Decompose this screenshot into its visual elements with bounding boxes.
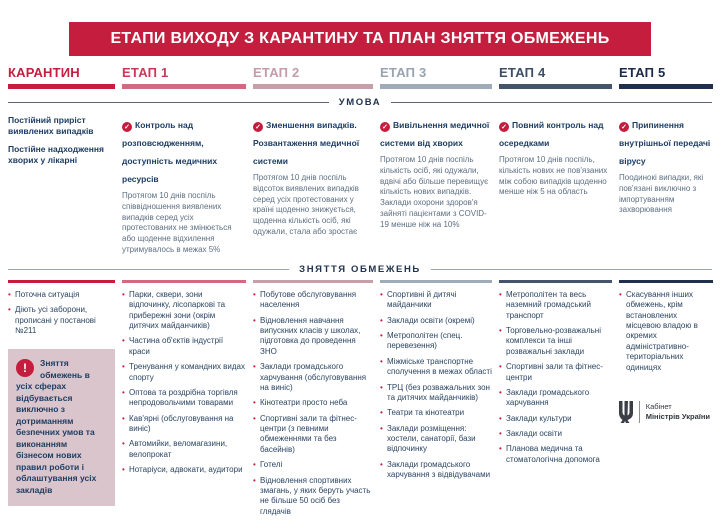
- list-item: • Поточна ситуація: [8, 290, 115, 300]
- restrictions-list: [380, 290, 492, 481]
- column-header-stage-4: [499, 65, 612, 89]
- stage-label: ЕТАП 2: [253, 65, 300, 80]
- divider-line: [8, 102, 329, 103]
- stage-label: ЕТАП 3: [380, 65, 427, 80]
- list-item: • Метрополітен та весь наземний громадський транспорт: [499, 290, 612, 321]
- condition-text: Постійний приріст виявлених випадків: [8, 115, 94, 137]
- list-item: • Спортивні й дитячі майданчики: [380, 290, 492, 311]
- restrictions-list: [122, 290, 246, 476]
- list-item: • Заклади культури: [499, 414, 612, 424]
- list-item: • Кав'ярні (обслуговування на виніс): [122, 414, 246, 435]
- column-header-stage-2: [253, 65, 373, 89]
- check-icon: ✓: [253, 122, 263, 132]
- warning-box: [8, 349, 115, 506]
- list-item: • Заклади громадського харчування: [499, 388, 612, 409]
- list-item: • Торговельно-розважальні комплекси та інші розважальні заклади: [499, 326, 612, 357]
- list-item: • Метрополітен (спец. перевезення): [380, 331, 492, 352]
- list-item: • Заклади розміщення: хостели, санаторії, бази відпочинку: [380, 424, 492, 455]
- column-header-stage-5: [619, 65, 713, 89]
- stage-label: КАРАНТИН: [8, 65, 80, 80]
- column-rule: [499, 280, 612, 283]
- column-rule: [253, 280, 373, 283]
- condition-block-stage-3: [380, 115, 492, 256]
- list-item: • Заклади громадського харчування з відвідувачами: [380, 460, 492, 481]
- title-banner: [69, 22, 651, 56]
- lifting-section-title: ЗНЯТТЯ ОБМЕЖЕНЬ: [299, 263, 421, 275]
- column-rule: [8, 280, 115, 283]
- lifting-bars-row: [8, 280, 713, 283]
- list-item: • Нотаріуси, адвокати, аудитори: [122, 465, 246, 475]
- restrictions-row: [8, 290, 713, 522]
- logo-line-2: Міністрів України: [645, 412, 710, 421]
- list-item: • Відновлення навчання випускних класів у школах, підготовка до проведення ЗНО: [253, 316, 373, 358]
- condition-body: Протягом 10 днів поспіль кількість осіб, які одужали, вдвічі або більше перевищує кількість нових випадків. Заклади охорони здоров'я зайняті пацієнтами з COVID-19 менше ніж на 10%: [380, 155, 489, 229]
- list-item: • Спортивні зали та фітнес-центри: [499, 362, 612, 383]
- exclamation-icon: !: [16, 359, 34, 377]
- stage-label: ЕТАП 5: [619, 65, 666, 80]
- condition-block-stage-2: [253, 115, 373, 256]
- condition-heading: Припинення внутрішньої передачі вірусу: [619, 120, 711, 166]
- divider-line: [8, 269, 289, 270]
- logo-divider: [639, 401, 640, 423]
- column-rule: [122, 280, 246, 283]
- list-item: • Парки, сквери, зони відпочинку, лісопаркові та прибережні зони (окрім дитячих майданчиків): [122, 290, 246, 332]
- condition-body: Протягом 10 днів поспіль відсоток виявлених випадків серед усіх протестованих у країні щоденно знижується, щоденна кількість осіб, які одужали, стала або зростає: [253, 173, 359, 236]
- list-item: • Тренування у командних видах спорту: [122, 362, 246, 383]
- list-item: • Планова медична та стоматологічна допомога: [499, 444, 612, 465]
- list-item: • Заклади громадського харчування (обслуговування на виніс): [253, 362, 373, 393]
- page-title: ЕТАПИ ВИХОДУ З КАРАНТИНУ ТА ПЛАН ЗНЯТТЯ ОБМЕЖЕНЬ: [110, 30, 610, 47]
- divider-line: [391, 102, 712, 103]
- restrictions-list: [619, 290, 713, 373]
- condition-block-quarantine: [8, 115, 115, 256]
- list-item: • Кінотеатри просто неба: [253, 398, 373, 408]
- check-icon: ✓: [380, 122, 390, 132]
- list-item: • Міжміське транспортне сполучення в межах області: [380, 357, 492, 378]
- condition-heading: Вивільнення медичної системи від хворих: [380, 120, 490, 148]
- restrictions-column-stage-4: [499, 290, 612, 522]
- check-icon: ✓: [619, 122, 629, 132]
- check-icon: ✓: [499, 122, 509, 132]
- condition-row: [8, 115, 713, 256]
- condition-body: Протягом 10 днів поспіль, кількість нових не пов'язаних між собою випадків щоденно менше ніж 5 на область: [499, 155, 608, 197]
- list-item: • Побутове обслуговування населення: [253, 290, 373, 311]
- list-item: • Автомийки, веломагазини, велопрокат: [122, 439, 246, 460]
- restrictions-list: [253, 290, 373, 517]
- condition-section-title: УМОВА: [338, 97, 382, 108]
- restrictions-column-stage-1: [122, 290, 246, 522]
- lifting-section-header: [8, 264, 712, 275]
- stage-label: ЕТАП 1: [122, 65, 169, 80]
- stage-underline: [253, 84, 373, 89]
- stage-label: ЕТАП 4: [499, 65, 546, 80]
- stage-underline: [499, 84, 612, 89]
- stage-underline: [8, 84, 115, 89]
- list-item: • Готелі: [253, 460, 373, 470]
- check-icon: ✓: [122, 122, 132, 132]
- stage-underline: [380, 84, 492, 89]
- list-item: • Заклади освіти: [499, 429, 612, 439]
- divider-line: [431, 269, 712, 270]
- list-item: • Відновлення спортивних змагань, у яких беруть участь не більше 50 осіб без глядачів: [253, 476, 373, 518]
- stage-underline: [619, 84, 713, 89]
- list-item: • Діють усі заборони, прописані у постанові №211: [8, 305, 115, 336]
- restrictions-list: [499, 290, 612, 465]
- government-logo: [618, 401, 710, 423]
- condition-heading: Зменшення випадків. Розвантаження медичної системи: [253, 120, 360, 166]
- list-item: • Театри та кінотеатри: [380, 408, 492, 418]
- column-header-quarantine: [8, 65, 115, 89]
- warning-text: Зняття обмежень в усіх сферах відбувається виключно з дотриманням безпечних умов та виконанням бізнесом нових правил роботи і облаштування усіх закладів: [16, 358, 97, 495]
- condition-body: Поодинокі випадки, які пов'язані виключно з імпортуванням захворювання: [619, 173, 704, 215]
- list-item: • Оптова та роздрібна торгівля непродовольчими товарами: [122, 388, 246, 409]
- column-header-stage-1: [122, 65, 246, 89]
- logo-line-1: Кабінет: [645, 402, 672, 412]
- list-item: • Скасування інших обмежень, крім встановлених місцевою владою в окремих адміністративно-територіальних одиницях: [619, 290, 713, 373]
- condition-heading: Контроль над розповсюдженням, доступність медичних ресурсів: [122, 120, 218, 184]
- list-item: • ТРЦ (без розважальних зон та дитячих майданчиків): [380, 383, 492, 404]
- condition-section-header: [8, 97, 712, 108]
- column-rule: [619, 280, 713, 283]
- condition-block-stage-1: [122, 115, 246, 256]
- condition-text: Постійне надходження хворих у лікарні: [8, 144, 105, 166]
- restrictions-column-quarantine: [8, 290, 115, 522]
- list-item: • Спортивні зали та фітнес-центри (з певними обмеженнями та без басейнів): [253, 414, 373, 456]
- list-item: • Частина об'єктів індустрії краси: [122, 336, 246, 357]
- list-item: • Заклади освіти (окремі): [380, 316, 492, 326]
- column-header-stage-3: [380, 65, 492, 89]
- stage-underline: [122, 84, 246, 89]
- condition-block-stage-4: [499, 115, 612, 256]
- restrictions-list: [8, 290, 115, 337]
- stage-header-row: [8, 65, 713, 89]
- restrictions-column-stage-2: [253, 290, 373, 522]
- condition-heading: Повний контроль над осередками: [499, 120, 604, 148]
- condition-block-stage-5: [619, 115, 713, 256]
- restrictions-column-stage-3: [380, 290, 492, 522]
- column-rule: [380, 280, 492, 283]
- condition-body: Протягом 10 днів поспіль співвідношення виявлених випадків серед усіх протестованих не змінюється або щоденне відхилення утримувалось в межах 5%: [122, 191, 232, 254]
- trident-icon: [618, 401, 633, 423]
